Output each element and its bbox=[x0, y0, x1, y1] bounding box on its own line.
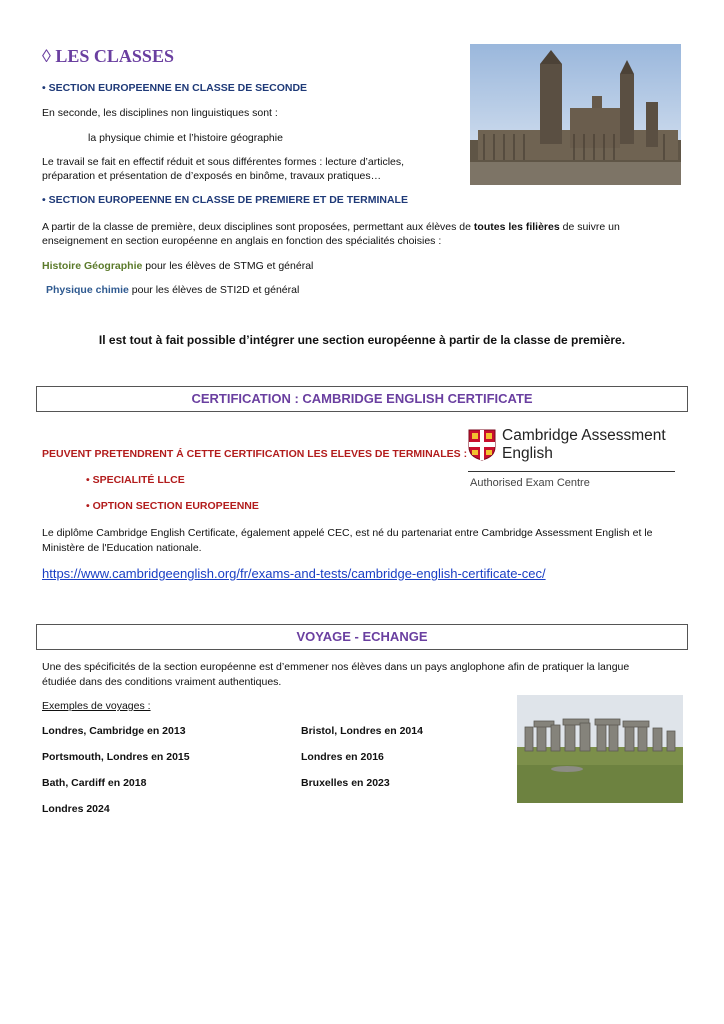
seconde-intro: En seconde, les disciplines non linguistiques sont : bbox=[42, 107, 278, 119]
classes-title: ◊ LES CLASSES bbox=[42, 46, 174, 66]
certification-heading: CERTIFICATION : CAMBRIDGE ENGLISH CERTIFICATE bbox=[36, 386, 688, 412]
trip-item: Londres, Cambridge en 2013 bbox=[42, 725, 186, 737]
trip-item: Londres en 2016 bbox=[301, 751, 384, 763]
parliament-photo bbox=[470, 44, 681, 185]
seconde-work-line-1: Le travail se fait en effectif réduit et sous différentes formes : lecture d’articles, bbox=[42, 156, 405, 168]
cambridge-link[interactable]: https://www.cambridgeenglish.org/fr/exams-and-tests/cambridge-english-certificate-cec/ bbox=[42, 566, 546, 581]
certification-eligibility: PEUVENT PRETENDRENT Á CETTE CERTIFICATION LES ELEVES DE TERMINALES : bbox=[42, 448, 468, 460]
cambridge-logo-line-2: English bbox=[502, 445, 553, 462]
trip-item: Londres 2024 bbox=[42, 803, 110, 815]
trip-item: Bruxelles en 2023 bbox=[301, 777, 390, 789]
premiere-text-line-1: A partir de la classe de première, deux disciplines sont proposées, permettant aux élèves de toutes les filières de suivre un bbox=[42, 221, 620, 233]
stonehenge-photo bbox=[517, 695, 683, 803]
trip-item: Bath, Cardiff en 2018 bbox=[42, 777, 147, 789]
certification-item-euro: • OPTION SECTION EUROPEENNE bbox=[86, 500, 259, 512]
voyage-desc-line-1: Une des spécificités de la section européenne est d’emmener nos élèves dans un pays anglophone afin de pratiquer la langue bbox=[42, 661, 630, 673]
certification-item-llce: • SPECIALITÉ LLCE bbox=[86, 474, 185, 486]
seconde-heading: • SECTION EUROPEENNE EN CLASSE DE SECONDE bbox=[42, 82, 308, 94]
voyage-heading: VOYAGE - ECHANGE bbox=[36, 624, 688, 650]
trip-item: Portsmouth, Londres en 2015 bbox=[42, 751, 190, 763]
seconde-disciplines: la physique chimie et l’histoire géographie bbox=[88, 132, 283, 144]
certification-desc-line-1: Le diplôme Cambridge English Certificate, également appelé CEC, est né du partenariat entre Cambridge Assessment English et le bbox=[42, 527, 653, 539]
trip-item: Bristol, Londres en 2014 bbox=[301, 725, 423, 737]
cambridge-logo-subtitle: Authorised Exam Centre bbox=[470, 477, 590, 489]
certification-desc-line-2: Ministère de l'Education nationale. bbox=[42, 542, 202, 554]
section-note: Il est tout à fait possible d’intégrer une section européenne à partir de la classe de première. bbox=[98, 333, 626, 347]
premiere-heading: • SECTION EUROPEENNE EN CLASSE DE PREMIERE ET DE TERMINALE bbox=[42, 194, 408, 206]
physique-chimie-line: Physique chimie pour les élèves de STI2D et général bbox=[46, 284, 300, 296]
premiere-text-line-2: enseignement en section européenne en anglais en fonction des spécialités choisies : bbox=[42, 235, 442, 247]
cambridge-logo bbox=[468, 427, 678, 491]
cambridge-shield-icon bbox=[468, 429, 496, 461]
voyage-desc-line-2: étudiée dans des conditions vraiment authentiques. bbox=[42, 676, 282, 688]
cambridge-logo-divider bbox=[468, 471, 675, 472]
seconde-work-line-2: préparation et présentation de d’exposés en binôme, travaux pratiques… bbox=[42, 170, 382, 182]
voyage-examples-label: Exemples de voyages : bbox=[42, 700, 151, 712]
cambridge-logo-line-1: Cambridge Assessment bbox=[502, 427, 666, 444]
histoire-geo-line: Histoire Géographie pour les élèves de STMG et général bbox=[42, 260, 314, 272]
